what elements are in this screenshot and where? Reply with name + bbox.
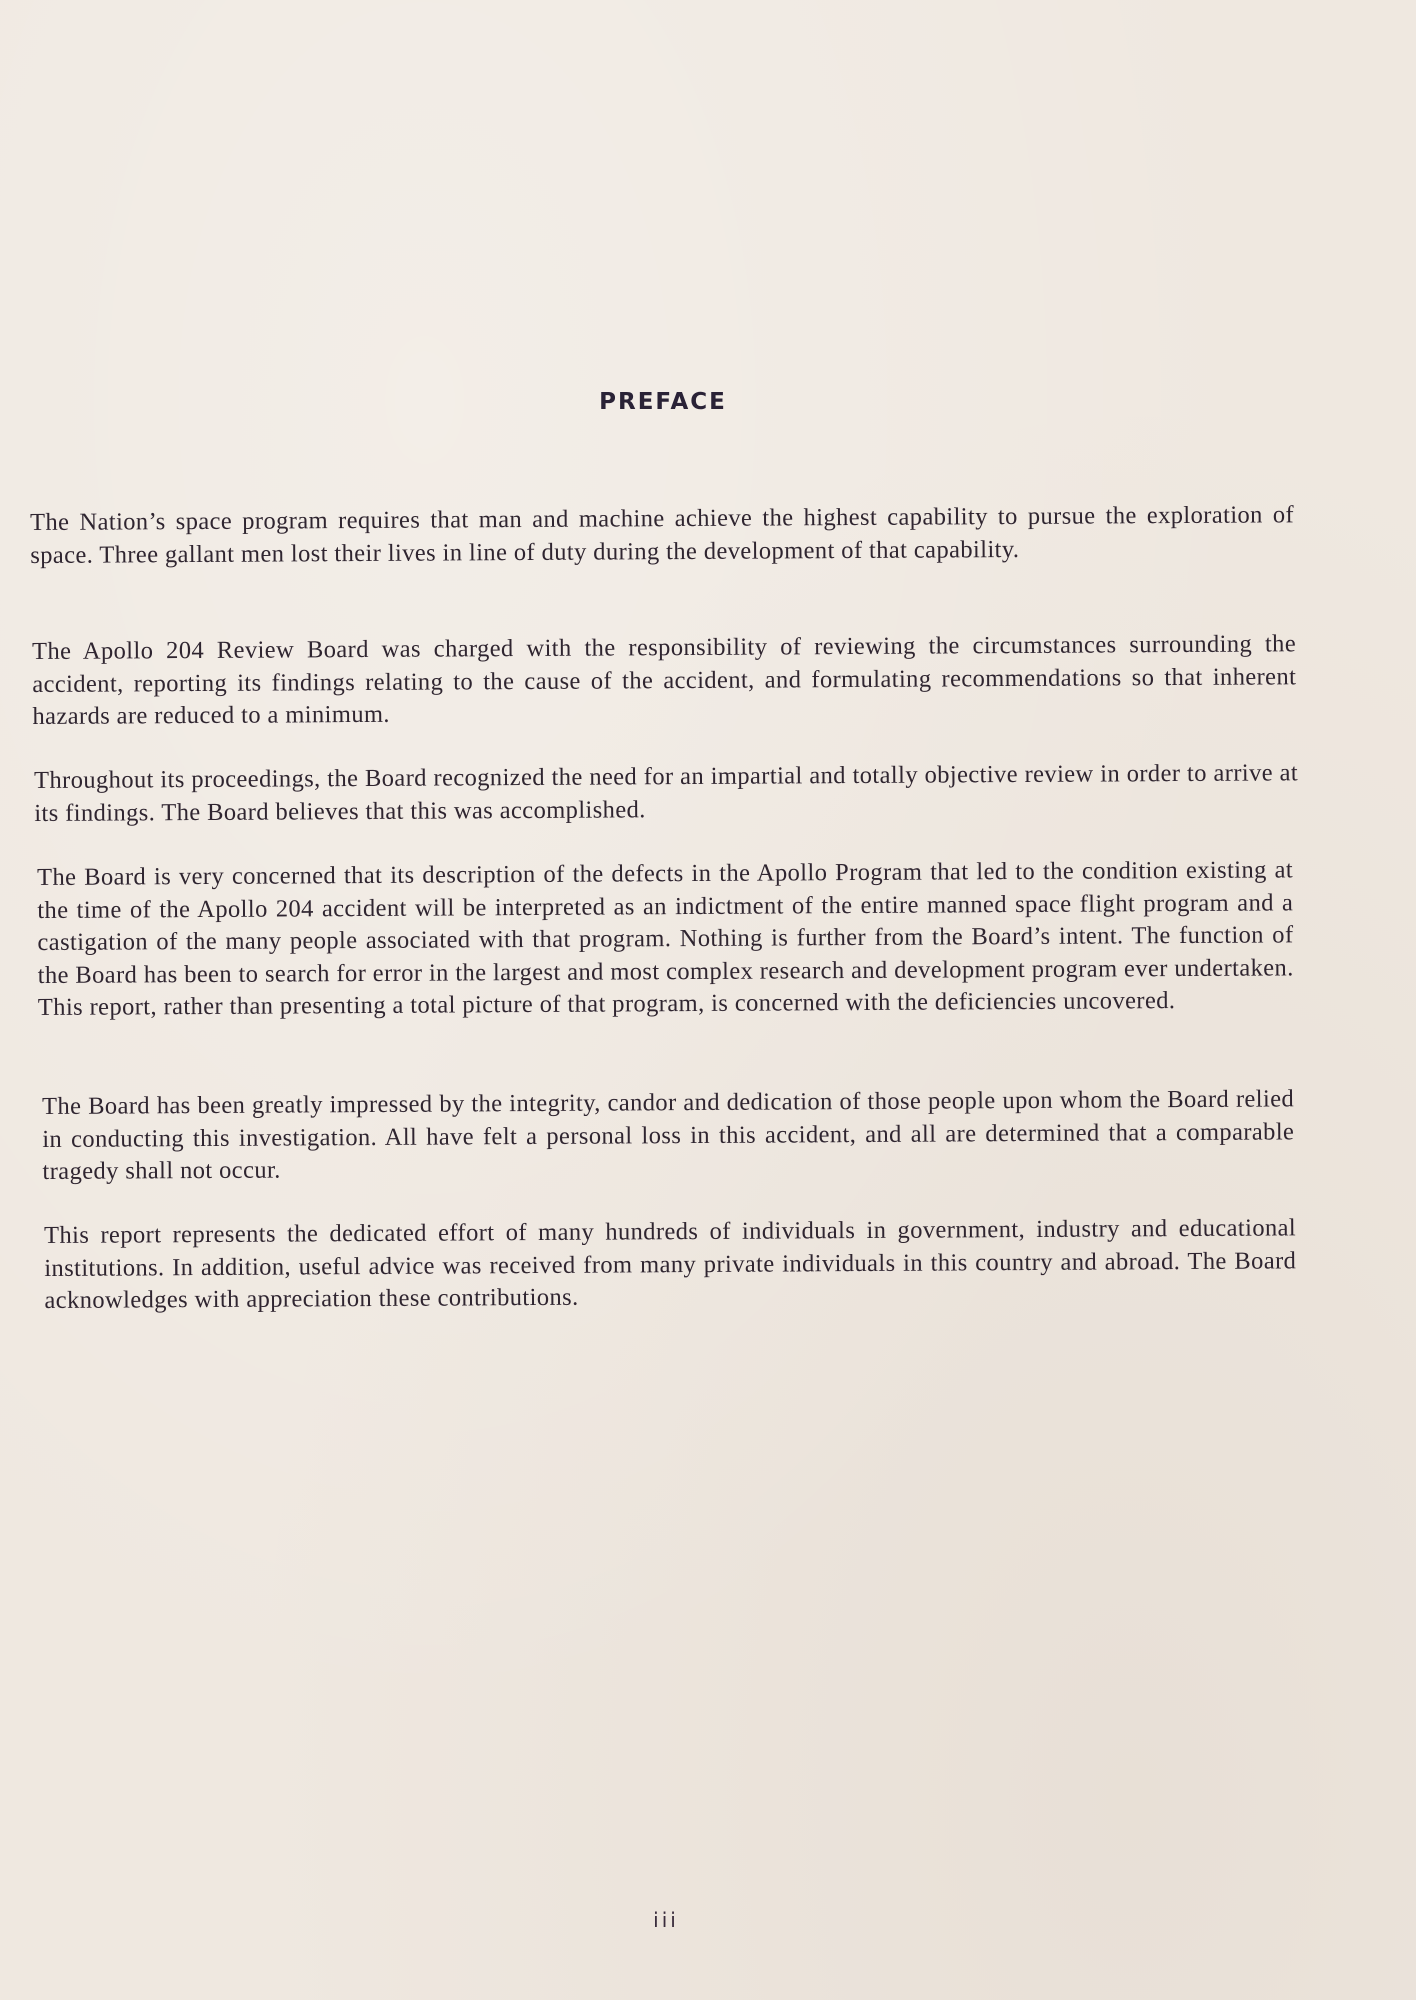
paragraph-objectivity: Throughout its proceedings, the Board recognized the need for an impartial and totally objective review in order to arrive at its findings. The Board believes that this was accomplished. xyxy=(34,759,1299,827)
paragraph-board-charge: The Apollo 204 Review Board was charged with the responsibility of reviewing the circumstances surrounding the accident, reporting its findings relating to the cause of the accident, and formulating recommendations so that inherent hazards are reduced to a minimum. xyxy=(32,630,1297,730)
paragraph-concern: The Board is very concerned that its description of the defects in the Apollo Program that led to the condition existing at the time of the Apollo 204 accident will be interpreted as an indictment of the entire manned space flight program and a castigation of the many people associated with that program. Nothing is further from the Board’s intent. The function of the Board has been to search for error in the largest and most complex research and development program ever undertaken. This report, rather than presenting a total picture of that program, is concerned with the deficiencies uncovered. xyxy=(37,856,1294,1021)
page-number: iii xyxy=(653,1908,679,1932)
page-title: PREFACE xyxy=(599,389,727,416)
paragraph-acknowledgement: This report represents the dedicated effort of many hundreds of individuals in government, industry and educational institutions. In addition, useful advice was received from many private individuals in this country and abroad. The Board acknowledges with appreciation these contributions. xyxy=(44,1214,1297,1314)
paragraph-mission: The Nation’s space program requires that man and machine achieve the highest capability to pursue the exploration of space. Three gallant men lost their lives in line of duty during the development of that capability. xyxy=(30,501,1295,569)
paragraph-gratitude: The Board has been greatly impressed by the integrity, candor and dedication of those people upon whom the Board relied in conducting this investigation. All have felt a personal loss in this accident, and all are determined that a comparable tragedy shall not occur. xyxy=(42,1085,1295,1185)
